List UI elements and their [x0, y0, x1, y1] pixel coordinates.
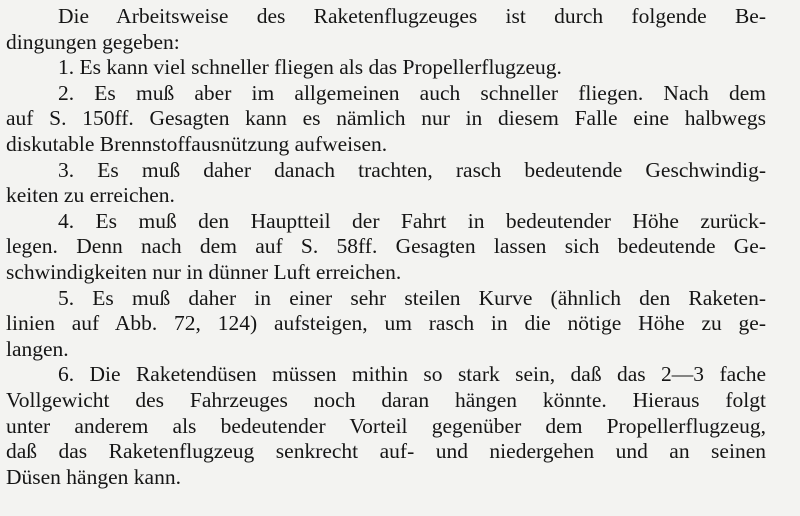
page-body-text [6, 4, 766, 490]
text-line: 6. Die Raketendüsen müssen mithin so stark sein, daß das 2—3 fache [58, 362, 766, 387]
text-line: Vollgewicht des Fahrzeuges noch daran hängen könnte. Hieraus folgt [6, 387, 766, 412]
text-line: auf S. 150ff. Gesagten kann es nämlich nur in diesem Falle eine halbwegs [6, 106, 766, 131]
text-line: linien auf Abb. 72, 124) aufsteigen, um rasch in die nötige Höhe zu ge- [6, 311, 766, 336]
text-line: 2. Es muß aber im allgemeinen auch schneller fliegen. Nach dem [58, 80, 766, 105]
text-line: schwindigkeiten nur in dünner Luft erreichen. [6, 259, 402, 284]
text-line: daß das Raketenflugzeug senkrecht auf- und niedergehen und an seinen [6, 439, 766, 464]
text-line: legen. Denn nach dem auf S. 58ff. Gesagten lassen sich bedeutende Ge- [6, 234, 766, 259]
text-line: 4. Es muß den Hauptteil der Fahrt in bedeutender Höhe zurück- [58, 208, 766, 233]
text-line: keiten zu erreichen. [6, 183, 175, 208]
text-line: 1. Es kann viel schneller fliegen als das Propellerflugzeug. [58, 55, 562, 80]
text-line: langen. [6, 336, 69, 361]
text-line: 5. Es muß daher in einer sehr steilen Kurve (ähnlich den Raketen- [58, 285, 766, 310]
text-line: 3. Es muß daher danach trachten, rasch bedeutende Geschwindig- [58, 157, 766, 182]
text-line: diskutable Brennstoffausnützung aufweisen. [6, 131, 388, 156]
text-line: dingungen gegeben: [6, 29, 180, 54]
text-line: unter anderem als bedeutender Vorteil gegenüber dem Propellerflugzeug, [6, 413, 766, 438]
text-line: Die Arbeitsweise des Raketenflugzeuges ist durch folgende Be- [58, 4, 766, 28]
text-line: Düsen hängen kann. [6, 464, 181, 489]
